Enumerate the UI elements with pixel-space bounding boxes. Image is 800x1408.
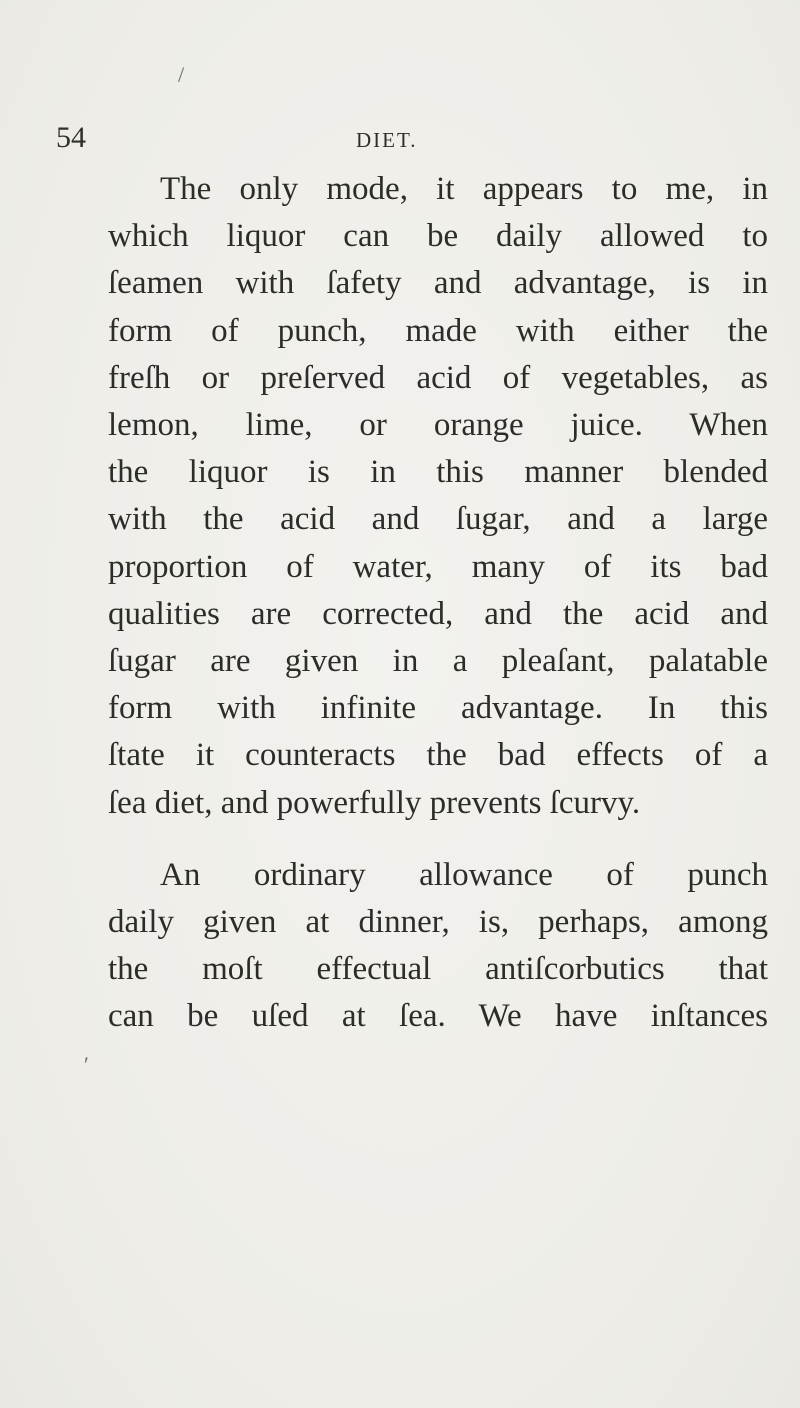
running-head <box>0 118 800 158</box>
text-line: the moſt effectual antiſcorbutics that <box>108 951 768 988</box>
text-line: can be uſed at ſea. We have inſtances <box>108 998 768 1035</box>
text-line: with the acid and ſugar, and a large <box>108 501 768 538</box>
running-title: DIET. <box>356 128 418 152</box>
page-number: 54 <box>56 121 86 154</box>
paragraph-gap <box>108 827 768 852</box>
margin-mark-bottom: ′ <box>84 1052 89 1077</box>
text-line: daily given at dinner, is, perhaps, among <box>108 904 768 941</box>
text-line: form of punch, made with either the <box>108 312 768 349</box>
text-line: which liquor can be daily allowed to <box>108 218 768 255</box>
text-line: ſeamen with ſafety and advantage, is in <box>108 265 768 302</box>
text-line: proportion of water, many of its bad <box>108 548 768 585</box>
text-line: ſtate it counteracts the bad effects of a <box>108 737 768 774</box>
margin-mark-top: / <box>178 62 185 87</box>
text-line: the liquor is in this manner blended <box>108 454 768 491</box>
text-line: ſea diet, and powerfully prevents ſcurvy. <box>108 784 641 821</box>
paragraph-2 <box>108 852 768 1041</box>
text-line: freſh or preſerved acid of vegetables, as <box>108 359 768 396</box>
text-line: The only mode, it appears to me, in <box>160 171 768 207</box>
text-line: ſugar are given in a pleaſant, palatable <box>108 643 768 680</box>
paragraph-1 <box>108 166 768 827</box>
text-line: form with infinite advantage. In this <box>108 690 768 727</box>
text-line: qualities are corrected, and the acid and <box>108 595 768 632</box>
body-text <box>108 166 768 1041</box>
text-line: lemon, lime, or orange juice. When <box>108 407 768 444</box>
text-line: An ordinary allowance of punch <box>160 856 768 893</box>
